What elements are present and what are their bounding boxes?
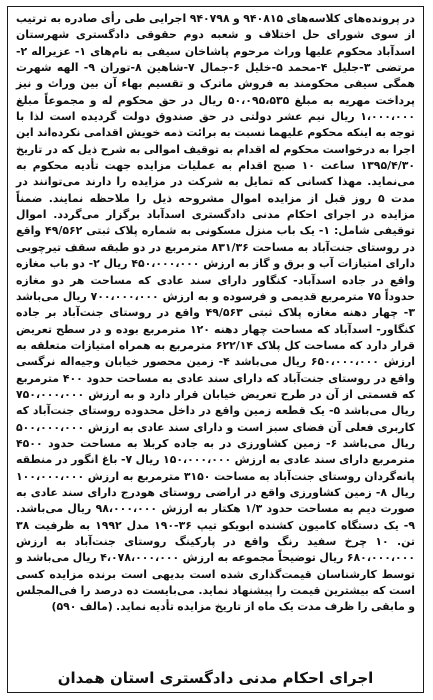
notice-signature: اجرای احکام مدنی دادگستری استان همدان: [57, 669, 374, 687]
notice-paragraph: در پرونده‌های کلاسه‌های ۹۴۰۸۱۵ و ۹۴۰۷۹۸ اجرایی طی رأی صادره به ترتیب از سوی شورای حل اختلاف و شعبه دوم حقوقی دادگستری شهرستان اسدآباد محکوم علیها وراث مرحوم پاشاخان سیفی به نام‌های ۱- عزیراله ۲- مرتضی ۳-جلیل ۴-محمد ۵-خلیل ۶-جمال ۷-شاهین ۸-توران ۹- الهه شهرت همگی سیفی محکومند به فروش ماترک و تقسیم بهاء آن بین وراث و نیز پرداخت مهریه به مبلغ ۵۰،۰۹۵،۵۳۵ ریال در حق محکوم له و مجموعاً مبلغ ۱،۰۰۰،۰۰۰ ریال نیم عشر دولتی در حق صندوق دولت گردیده است لذا با توجه به اینکه محکوم علیهما نسبت به برائت ذمه خویش اقدامی نکرده‌اند این اجرا به درخواست محکوم له اقدام به توقیف اموالی به شرح ذیل که در تاریخ ۱۳۹۵/۴/۳۰ ساعت ۱۰ صبح اقدام به عملیات مزایده جهت تأدیه محکوم به می‌نماید. مهذا کسانی که تمایل به شرکت در مزایده را دارند می‌توانند در مدت ۵ روز قبل از مزایده اموال مشروحه ذیل را ملاحظه نمایند. ضمناً مزایده در اجرای احکام مدنی دادگستری اسدآباد برگزار می‌گردد. اموال توقیفی شامل: ۱- یک باب منزل مسکونی به شماره پلاک ثبتی ۴۹/۵۶۲ واقع در روستای جنت‌آباد به مساحت ۸۳۱/۳۶ مترمربع در دو طبقه سقف تیرچوبی دارای امتیازات آب و برق و گاز به ارزش ۴۵۰،۰۰۰،۰۰۰ ریال ۲- دو باب مغازه واقع در جاده اسدآباد- کنگاور دارای سند عادی که مساحت هر دو مغازه حدوداً ۷۵ مترمربع قدیمی و فرسوده و به ارزش ۷۰۰،۰۰۰،۰۰۰ ریال می‌باشد ۳- چهار دهنه مغازه پلاک ثبتی ۴۹/۵۶۳ واقع در روستای جنت‌آباد بر جاده کنگاور- اسدآباد که مساحت چهار دهنه ۱۲۰ مترمربع بوده و در سطح تعریض قرار دارد که مساحت کل پلاک ۶۲۲/۱۴ مترمربع به همراه امتیازات متعلقه به ارزش ۶۵۰،۰۰۰،۰۰۰ ریال می‌باشد ۴- زمین محصور خیابان وجیه‌اله نرگسی واقع در روستای جنت‌آباد که دارای سند عادی به مساحت حدود ۴۰۰ مترمربع که قسمتی از آن در طرح تعریض خیابان قرار دارد و به ارزش ۷۵۰،۰۰۰،۰۰۰ ریال می‌باشد ۵- یک قطعه زمین واقع در داخل محدوده روستای جنت‌آباد که کاربری فعلی آن فضای سبز است و دارای سند عادی به ارزش ۵۰۰،۰۰۰،۰۰۰ ریال می‌باشد ۶- زمین کشاورزی در به جاده کربلا به مساحت حدود ۴۵۰۰ مترمربع دارای سند عادی به ارزش ۱۵۰،۰۰۰،۰۰۰ ریال ۷- باغ انگور در منطقه پانه‌گردان روستای جنت‌آباد به مساحت ۳۱۵۰ مترمربع به ارزش ۱۰۰،۰۰۰،۰۰۰ ریال ۸- زمین کشاورزی واقع در اراضی روستای هودرج دارای سند عادی به صورت دیم به مساحت حدود ۱/۳ هکتار به ارزش ۹۸،۰۰۰،۰۰۰ ریال می‌باشد. ۹- یک دستگاه کامیون کشنده ابویکو تیپ ۳۶-۱۹۰ مدل ۱۹۹۲ به ظرفیت ۳۸ تن. ۱۰ چرخ سفید رنگ واقع در پارکینگ روستای جنت‌آباد به ارزش ۶۸۰،۰۰۰،۰۰۰ ریال توضیحاً مجموعه به ارزش ۴،۰۷۸،۰۰۰،۰۰۰ ریال می‌باشد و توسط کارشناسان قیمت‌گذاری شده است بدیهی است برنده مزایده کسی است که بیشترین قیمت را پیشنهاد نماید. می‌بایست ده درصد را فی‌المجلس و مابقی را ظرف مدت یک ماه از تاریخ مزایده تأدیه نماید. (مالف ۵۹۰): [16, 12, 416, 614]
notice-body: [16, 11, 415, 616]
legal-notice-box: [7, 6, 424, 693]
